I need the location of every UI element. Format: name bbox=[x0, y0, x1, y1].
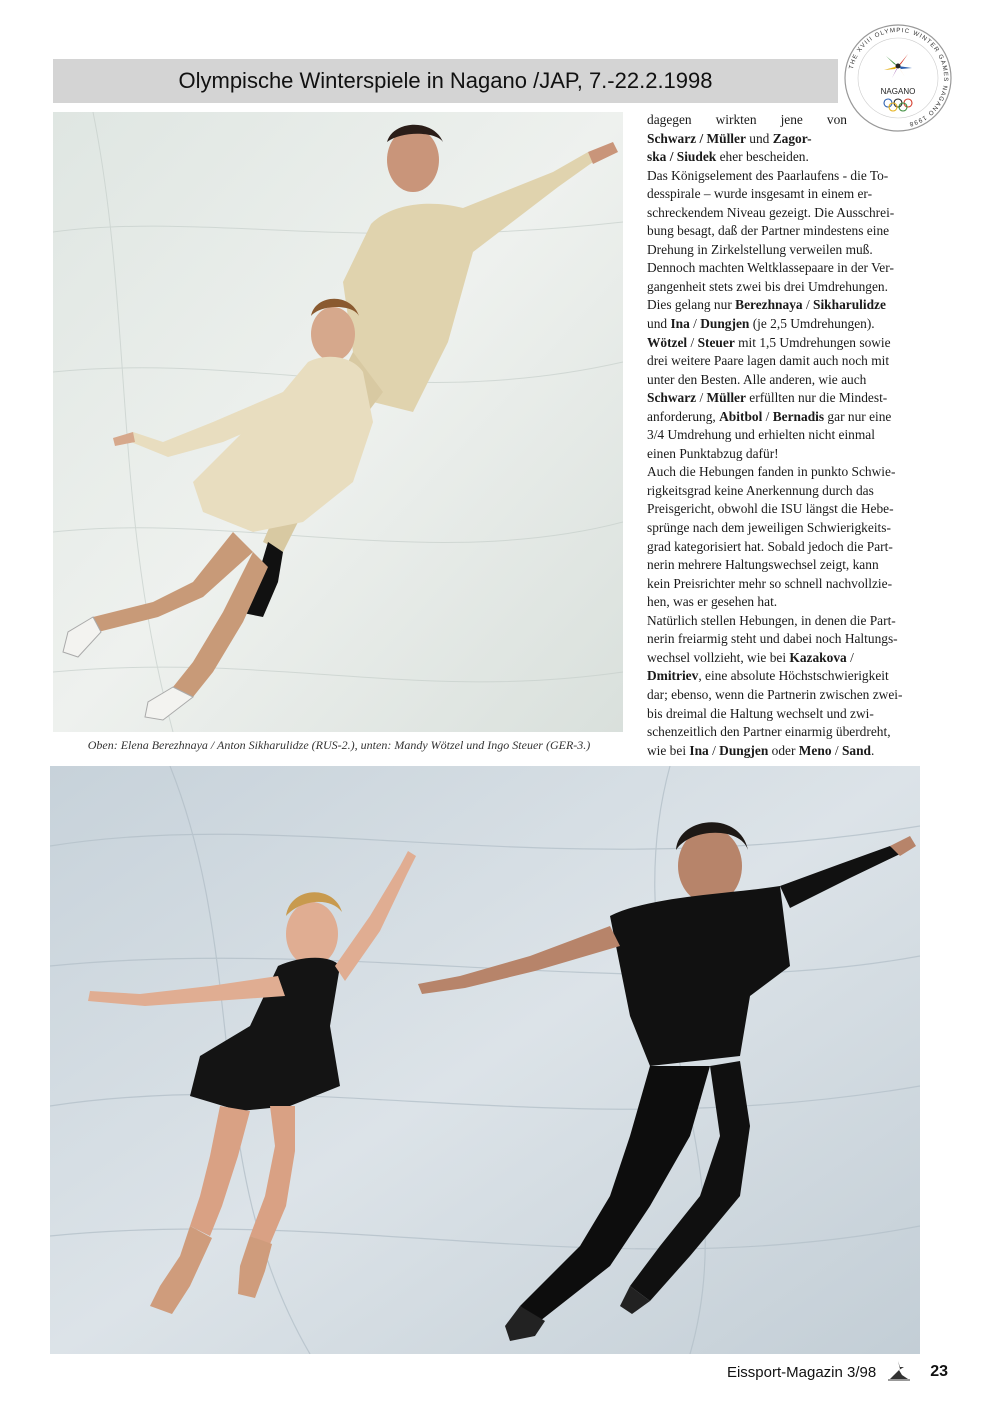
photo-top-pair-skaters bbox=[53, 112, 623, 732]
article-paragraph: dagegen wirkten jene von Schwarz / Müller und Zagor- ska / Siudek eher bescheiden. bbox=[647, 112, 847, 165]
page-number: 23 bbox=[930, 1363, 948, 1380]
footer bbox=[727, 1361, 948, 1383]
photo-bottom-pair-skaters bbox=[50, 766, 920, 1354]
logo-city: NAGANO bbox=[880, 87, 916, 96]
page-title: Olympische Winterspiele in Nagano /JAP, 7.-22.2.1998 bbox=[178, 68, 713, 93]
svg-text:THE XVIII OLYMPIC WINTER GAMES: THE XVIII OLYMPIC WINTER GAMES NAGANO 1998 bbox=[847, 26, 950, 128]
article-paragraph: Das Königselement des Paarlaufens - die To- desspirale – wurde insgesamt in einem er- schreckendem Niveau gezeigt. Die Ausschrei- bung besagt, daß der Partner mindestens eine Drehung in Zirkelstellung verweilen muß. Dennoch machten Weltklassepaare in der Ver- gangenheit stets zwei bis drei Umdrehungen. Dies gelang nur Berezhnaya / Sikharulidze und Ina / Dungjen (je 2,5 Umdrehungen). Wötzel / Steuer mit 1,5 Umdrehungen sowie drei weitere Paare lagen damit auch noch mit unter den Besten. Alle anderen, wie auch Schwarz / Müller erfüllten nur die Mindest- anforderung, Abitbol / Bernadis gar nur eine 3/4 Umdrehung und erhielten nicht einmal einen Punktabzug dafür! bbox=[647, 167, 895, 461]
photo-caption: Oben: Elena Berezhnaya / Anton Sikharulidze (RUS-2.), unten: Mandy Wötzel und Ingo Steuer (GER-3.) bbox=[87, 738, 591, 752]
magazine-name: Eissport-Magazin 3/98 bbox=[726, 1363, 877, 1381]
article-text bbox=[647, 111, 925, 760]
article-paragraph: Natürlich stellen Hebungen, in denen die Part- nerin freiarmig steht und dabei noch Haltungs- wechsel vollzieht, wie bei Kazakova / Dmitriev, eine absolute Höchstschwierigkeit dar; ebenso, wenn die Partnerin zwischen zwei- bis dreimal die Haltung wechselt und zwi- schenzeitlich den Partner einarmig überdreht, wie bei Ina / Dungjen oder Meno / Sand. bbox=[647, 612, 903, 758]
article-paragraph: Auch die Hebungen fanden in punkto Schwie- rigkeitsgrad keine Anerkennung durch das Preisgericht, obwohl die ISU längst die Hebe- sprünge nach dem jeweiligen Schwierigkeits- grad kategorisiert hat. Sobald jedoch die Part- nerin mehrere Haltungswechsel zeigt, kann kein Preisrichter mehr so schnell nachvollzie- hen, was er gesehen hat. bbox=[647, 464, 896, 610]
skater-logo-icon bbox=[886, 1359, 912, 1386]
